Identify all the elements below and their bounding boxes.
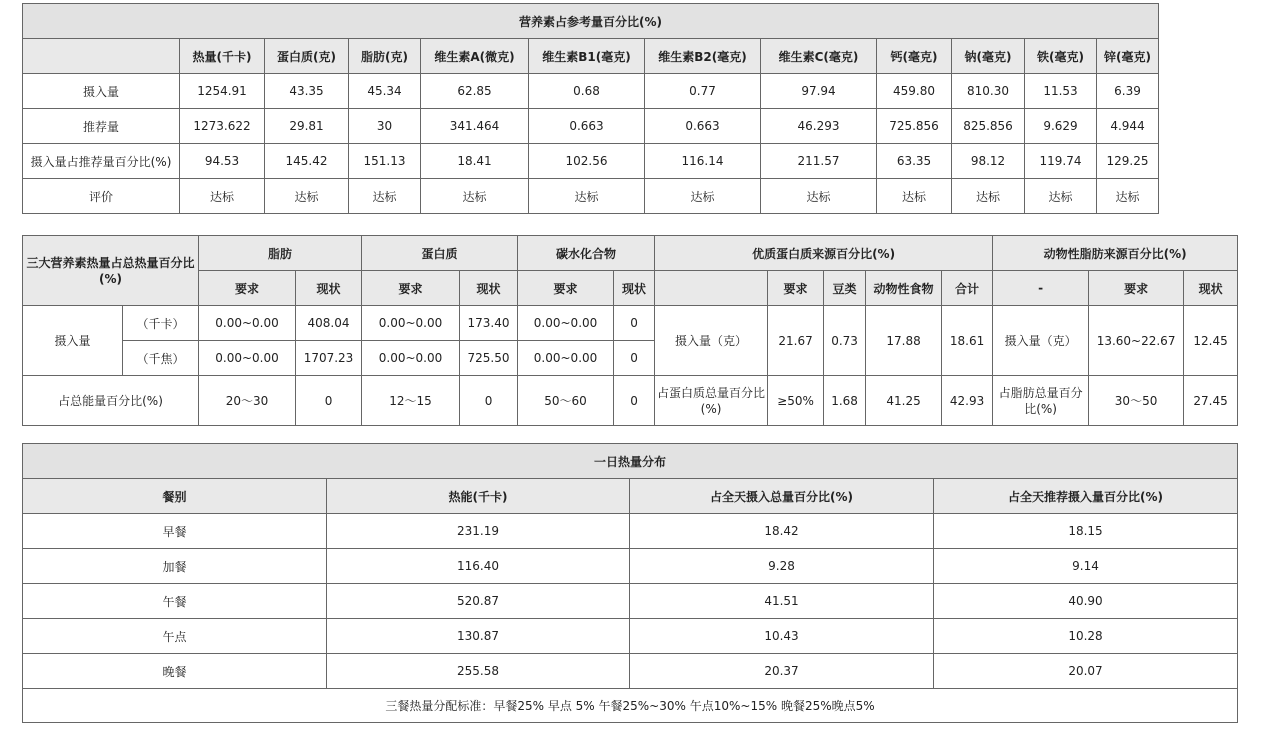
row-label: 评价 [23,179,180,214]
cell: 0.00~0.00 [518,341,614,376]
kj-unit: （千焦） [123,341,199,376]
nutrient-header: 维生素A(微克) [421,39,529,74]
nutrient-header: 锌(毫克) [1097,39,1159,74]
cell: 达标 [1025,179,1097,214]
cell: 0 [460,376,518,426]
cell: 98.12 [952,144,1025,179]
cell: 810.30 [952,74,1025,109]
row-label: 摄入量占推荐量百分比(%) [23,144,180,179]
cell: 40.90 [934,584,1238,619]
protein-cur-header: 现状 [460,271,518,306]
animal-pct-label: 占脂肪总量百分比(%) [993,376,1089,426]
daily-table-title: 一日热量分布 [23,444,1238,479]
cell: 达标 [180,179,265,214]
cell: 18.42 [630,514,934,549]
table-row [23,654,1238,689]
nutrient-header: 钠(毫克) [952,39,1025,74]
table-row [23,514,1238,549]
cell: 41.51 [630,584,934,619]
nutrient-header: 铁(毫克) [1025,39,1097,74]
cell: 达标 [349,179,421,214]
pct-label: 占总能量百分比(%) [23,376,199,426]
cell: 408.04 [296,306,362,341]
cell: 达标 [1097,179,1159,214]
meal: 晚餐 [23,654,327,689]
quality-intake-label: 摄入量（克） [655,306,768,376]
cell: 211.57 [761,144,877,179]
cell: 0 [614,376,655,426]
cell: 116.40 [327,549,630,584]
cell: 18.61 [942,306,993,376]
quality-pct-label: 占蛋白质总量百分比(%) [655,376,768,426]
protein-header: 蛋白质 [362,236,518,271]
daily-header: 热能(千卡) [327,479,630,514]
cell: 10.43 [630,619,934,654]
nutrient-header-blank [23,39,180,74]
cell: 0.77 [645,74,761,109]
cell: 520.87 [327,584,630,619]
nutrient-header: 维生素B2(毫克) [645,39,761,74]
cell: 130.87 [327,619,630,654]
nutrient-table-title: 营养素占参考量百分比(%) [23,4,1159,39]
cell: 4.944 [1097,109,1159,144]
cell: 0.73 [824,306,866,376]
cell: 97.94 [761,74,877,109]
cell: 12～15 [362,376,460,426]
cell: 62.85 [421,74,529,109]
cell: 41.25 [866,376,942,426]
cell: 45.34 [349,74,421,109]
cell: 116.14 [645,144,761,179]
row-label: 推荐量 [23,109,180,144]
distribution-note: 三餐热量分配标准：早餐25% 早点 5% 午餐25%~30% 午点10%~15% 晚餐25%晚点5% [23,689,1238,723]
cell: 9.28 [630,549,934,584]
soy-header: 豆类 [824,271,866,306]
cell: 0.663 [645,109,761,144]
animal-dash-header: - [993,271,1089,306]
meal: 午点 [23,619,327,654]
daily-header: 占全天摄入总量百分比(%) [630,479,934,514]
cell: 27.45 [1184,376,1238,426]
cell: 20～30 [199,376,296,426]
cell: 12.45 [1184,306,1238,376]
cell: 13.60~22.67 [1089,306,1184,376]
cell: 11.53 [1025,74,1097,109]
cell: 0.00~0.00 [362,341,460,376]
table-row [23,306,1238,341]
cell: 0.68 [529,74,645,109]
quality-total-header: 合计 [942,271,993,306]
animal-cur-header: 现状 [1184,271,1238,306]
quality-req-header: 要求 [768,271,824,306]
kcal-unit: （千卡） [123,306,199,341]
cell: 30～50 [1089,376,1184,426]
nutrient-header: 热量(千卡) [180,39,265,74]
meal: 午餐 [23,584,327,619]
fat-req-header: 要求 [199,271,296,306]
carb-req-header: 要求 [518,271,614,306]
cell: 达标 [529,179,645,214]
cell: 231.19 [327,514,630,549]
cell: 17.88 [866,306,942,376]
cell: 341.464 [421,109,529,144]
cell: 0 [614,341,655,376]
nutrient-reference-table [22,3,1159,214]
cell: 6.39 [1097,74,1159,109]
animal-req-header: 要求 [1089,271,1184,306]
table-row [23,74,1159,109]
cell: 30 [349,109,421,144]
cell: 0.00~0.00 [199,341,296,376]
table-row [23,144,1159,179]
cell: 18.41 [421,144,529,179]
cell: 0 [296,376,362,426]
cell: 1.68 [824,376,866,426]
cell: 725.856 [877,109,952,144]
cell: 1707.23 [296,341,362,376]
nutrient-header: 钙(毫克) [877,39,952,74]
table-row [23,619,1238,654]
cell: 63.35 [877,144,952,179]
daily-header: 餐别 [23,479,327,514]
cell: 0.00~0.00 [362,306,460,341]
table-row [23,584,1238,619]
cell: 255.58 [327,654,630,689]
cell: 459.80 [877,74,952,109]
cell: 42.93 [942,376,993,426]
quality-protein-header: 优质蛋白质来源百分比(%) [655,236,993,271]
cell: 20.07 [934,654,1238,689]
table-row [23,549,1238,584]
cell: ≥50% [768,376,824,426]
cell: 达标 [952,179,1025,214]
cell: 18.15 [934,514,1238,549]
daily-energy-table [22,443,1238,723]
macro-energy-table [22,235,1238,426]
cell: 9.14 [934,549,1238,584]
fat-header: 脂肪 [199,236,362,271]
meal: 早餐 [23,514,327,549]
cell: 145.42 [265,144,349,179]
cell: 0.663 [529,109,645,144]
daily-header: 占全天推荐摄入量百分比(%) [934,479,1238,514]
cell: 1273.622 [180,109,265,144]
nutrient-header: 维生素C(毫克) [761,39,877,74]
cell: 1254.91 [180,74,265,109]
protein-req-header: 要求 [362,271,460,306]
cell: 725.50 [460,341,518,376]
cell: 0 [614,306,655,341]
fat-cur-header: 现状 [296,271,362,306]
meal: 加餐 [23,549,327,584]
cell: 29.81 [265,109,349,144]
cell: 0.00~0.00 [518,306,614,341]
cell: 825.856 [952,109,1025,144]
cell: 9.629 [1025,109,1097,144]
cell: 达标 [421,179,529,214]
cell: 达标 [645,179,761,214]
cell: 0.00~0.00 [199,306,296,341]
cell: 151.13 [349,144,421,179]
cell: 达标 [761,179,877,214]
cell: 21.67 [768,306,824,376]
nutrient-header: 维生素B1(毫克) [529,39,645,74]
cell: 达标 [877,179,952,214]
cell: 94.53 [180,144,265,179]
animal-fat-header: 动物性脂肪来源百分比(%) [993,236,1238,271]
nutrient-header: 脂肪(克) [349,39,421,74]
macro-corner-header: 三大营养素热量占总热量百分比(%) [23,236,199,306]
cell: 20.37 [630,654,934,689]
quality-blank-header [655,271,768,306]
intake-label: 摄入量 [23,306,123,376]
table-row [23,376,1238,426]
carb-header: 碳水化合物 [518,236,655,271]
cell: 10.28 [934,619,1238,654]
carb-cur-header: 现状 [614,271,655,306]
animal-food-header: 动物性食物 [866,271,942,306]
animal-intake-label: 摄入量（克） [993,306,1089,376]
cell: 43.35 [265,74,349,109]
cell: 129.25 [1097,144,1159,179]
table-row [23,109,1159,144]
table-row [23,179,1159,214]
cell: 46.293 [761,109,877,144]
nutrient-header: 蛋白质(克) [265,39,349,74]
cell: 102.56 [529,144,645,179]
cell: 50～60 [518,376,614,426]
row-label: 摄入量 [23,74,180,109]
cell: 119.74 [1025,144,1097,179]
cell: 173.40 [460,306,518,341]
cell: 达标 [265,179,349,214]
